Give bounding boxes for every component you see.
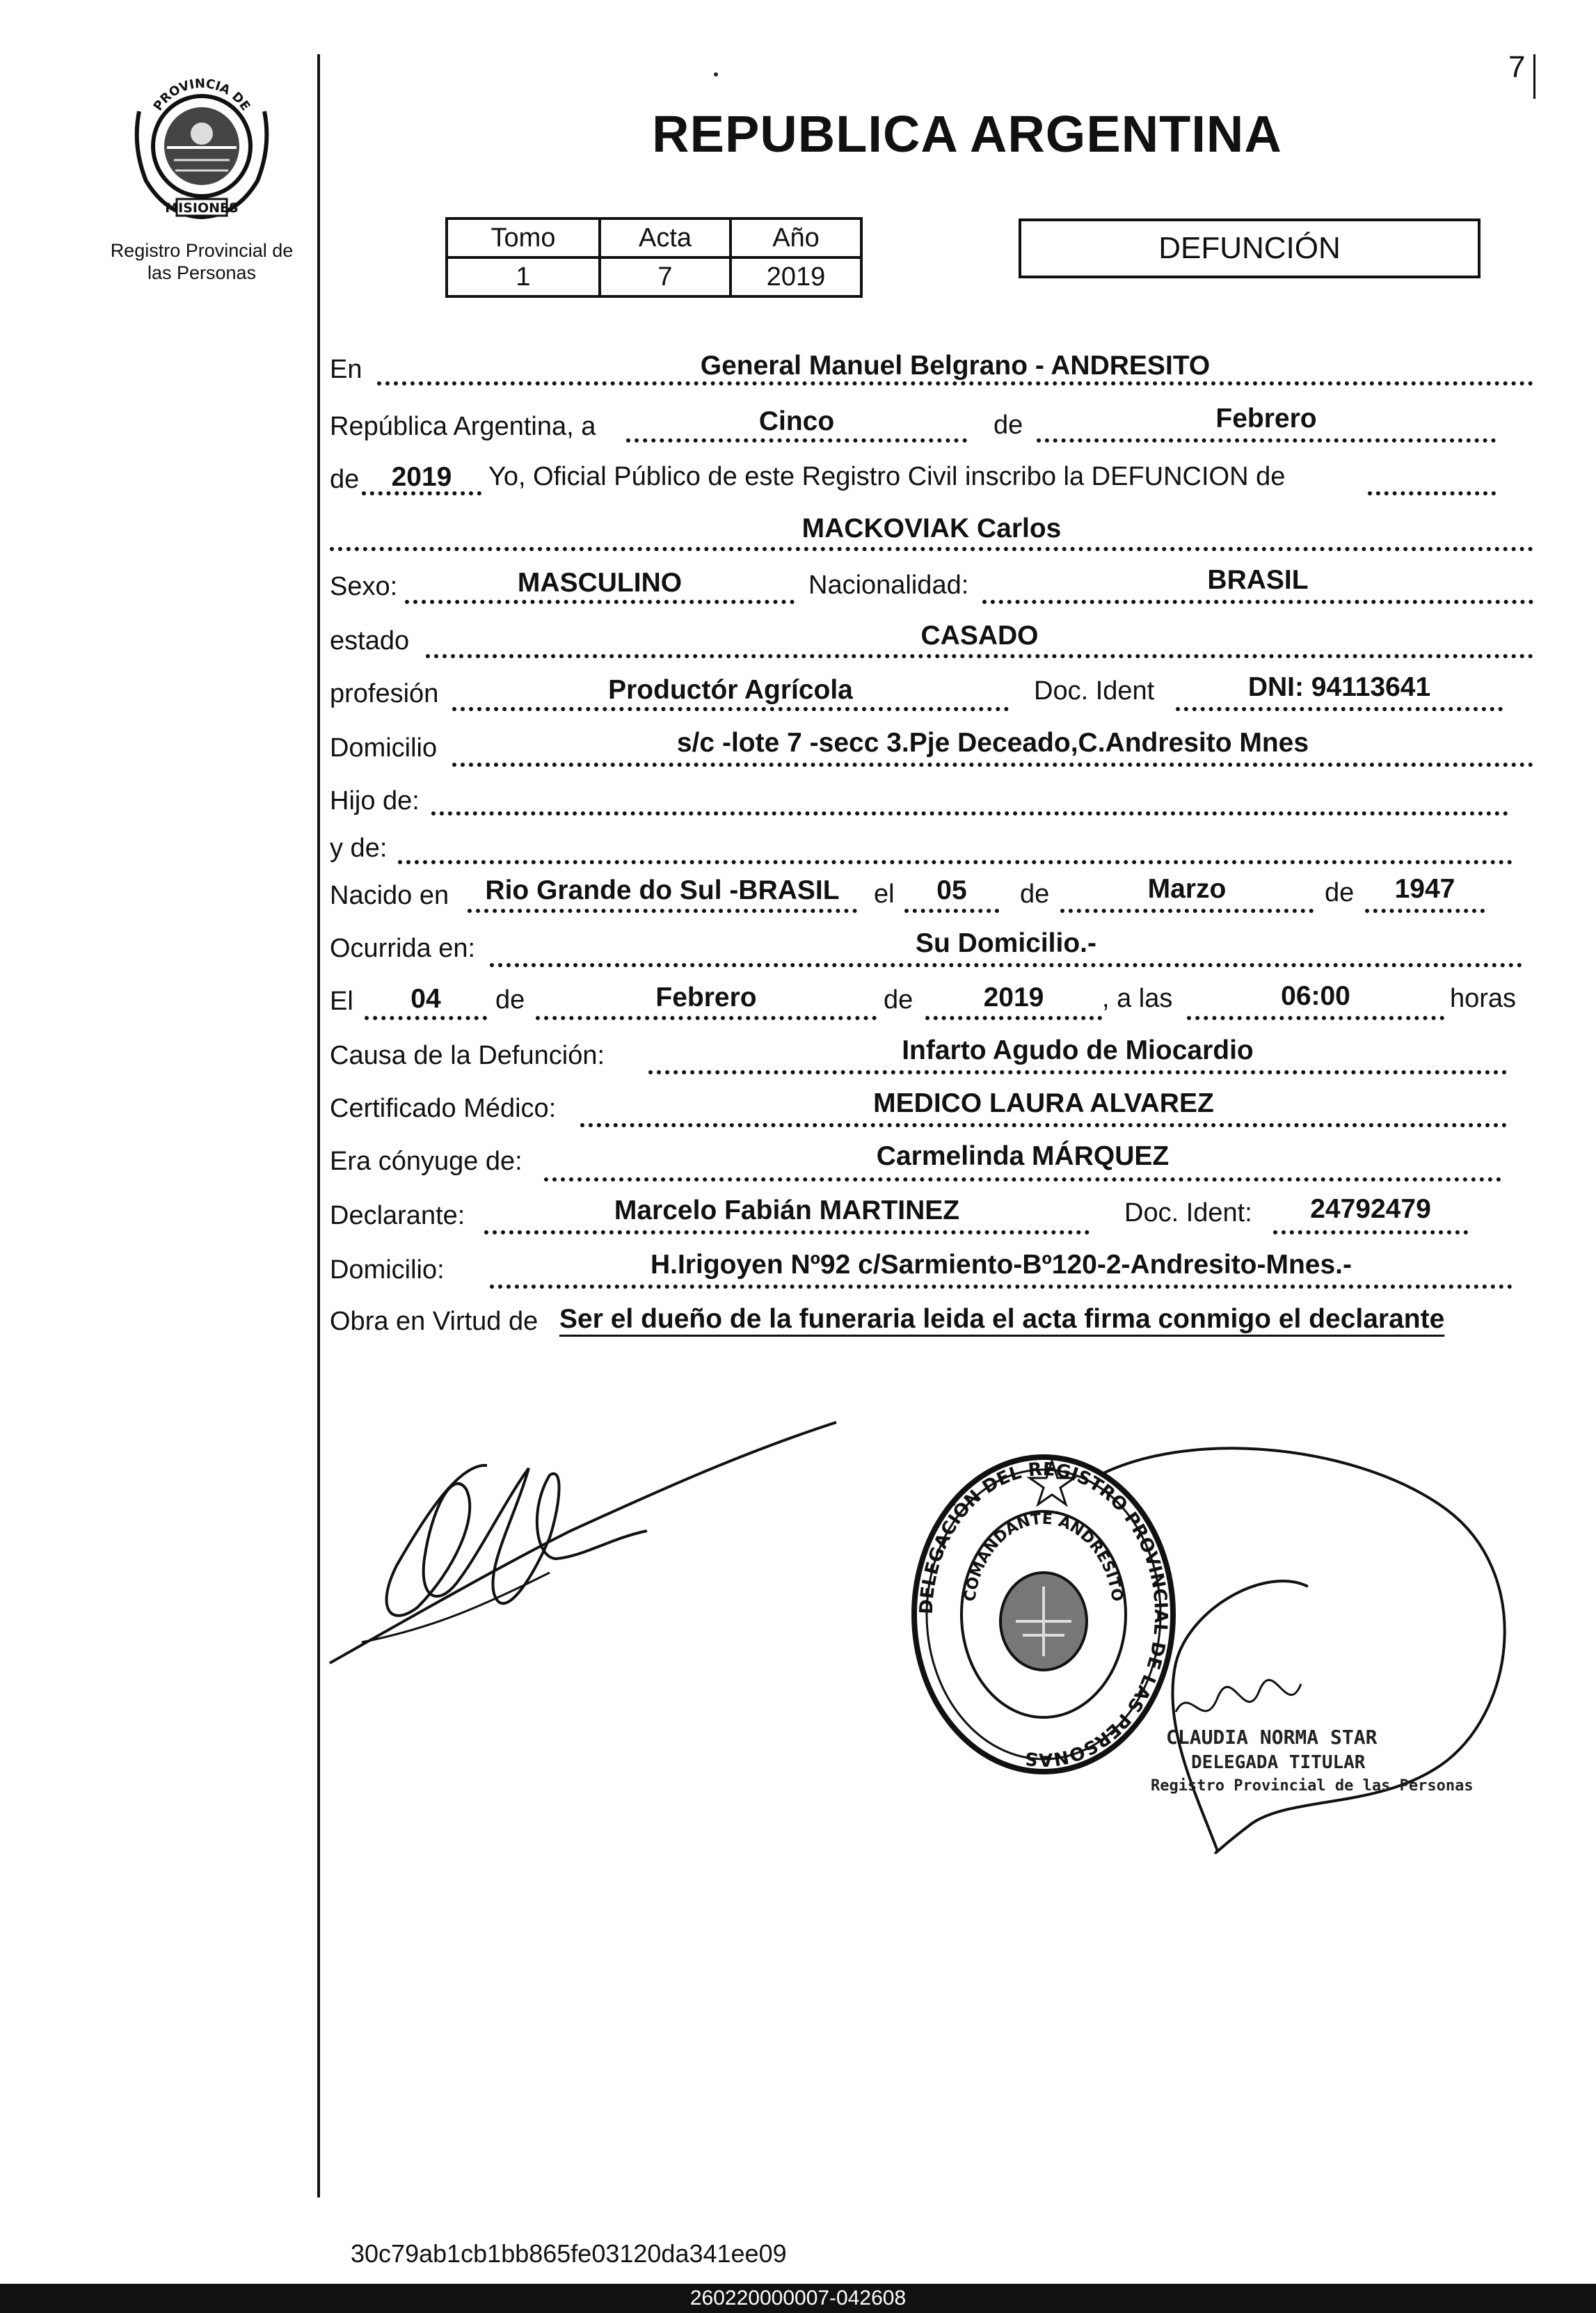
value-lugar-defuncion: Su Domicilio.- <box>915 928 1096 958</box>
value-sexo: MASCULINO <box>517 568 683 598</box>
dotted-line <box>1176 707 1503 711</box>
value-profesion: Productór Agrícola <box>608 675 853 705</box>
dotted-line <box>365 1016 487 1020</box>
dotted-line <box>904 909 999 913</box>
label-de-anio: de <box>330 465 360 494</box>
right-edge-mark <box>1533 54 1535 99</box>
value-mes-defuncion: Febrero <box>655 983 757 1012</box>
label-ocurrida-en: Ocurrida en: <box>330 934 476 963</box>
label-en: En <box>330 355 362 384</box>
dotted-line <box>490 1285 1513 1289</box>
value-anio-nacimiento: 1947 <box>1394 874 1455 904</box>
label-causa: Causa de la Defunción: <box>330 1041 605 1070</box>
value-dia-defuncion: 04 <box>410 984 441 1014</box>
label-domicilio: Domicilio <box>330 733 438 763</box>
dotted-line <box>426 654 1533 658</box>
value-lugar: General Manuel Belgrano - ANDRESITO <box>700 351 1211 381</box>
value-dia-nacimiento: 05 <box>936 875 967 905</box>
page-number: 7 <box>1508 50 1526 84</box>
label-profesion: profesión <box>330 679 439 708</box>
registry-line-2: las Personas <box>147 262 257 283</box>
registry-name <box>90 239 313 284</box>
value-dia-letras: Cinco <box>758 406 835 436</box>
header-anio: Año <box>731 218 861 257</box>
value-nombre-fallecido: MACKOVIAK Carlos <box>801 514 1062 543</box>
scan-speck <box>714 72 718 77</box>
dotted-line <box>626 438 967 443</box>
label-nacionalidad: Nacionalidad: <box>808 571 969 600</box>
crest-bottom-text: MISIONES <box>165 200 239 216</box>
dotted-line <box>1273 1230 1468 1234</box>
dotted-line <box>484 1230 1090 1234</box>
crest-top-text: PROVINCIA DE <box>150 76 253 114</box>
label-obra-en-virtud: Obra en Virtud de <box>330 1307 538 1336</box>
dotted-line <box>648 1070 1507 1074</box>
seal-inner-text: COMANDANTE ANDRESITO <box>961 1510 1126 1603</box>
dotted-line <box>330 547 1533 551</box>
oficial-declaration-text: Yo, Oficial Público de este Registro Civil inscribo la DEFUNCION de <box>488 462 1286 491</box>
label-doc-ident: Doc. Ident <box>1034 676 1155 706</box>
value-anio-inscripcion: 2019 <box>391 462 452 492</box>
label-a-las: , a las <box>1102 984 1173 1013</box>
value-obra-en-virtud: Ser el dueño de la funeraria leida el acta firma conmigo el declarante <box>559 1304 1445 1334</box>
label-domicilio-declarante: Domicilio: <box>330 1255 445 1285</box>
dotted-line <box>925 1016 1102 1020</box>
signer-org: Registro Provincial de las Personas <box>1151 1777 1474 1795</box>
dotted-line <box>1368 491 1496 495</box>
value-domicilio-declarante: H.Irigoyen Nº92 c/Sarmiento-Bº120-2-Andresito-Mnes.- <box>650 1250 1352 1280</box>
dotted-line <box>398 860 1513 864</box>
value-certificado: MEDICO LAURA ALVAREZ <box>873 1088 1214 1118</box>
registry-line-1: Registro Provincial de <box>110 240 294 261</box>
dotted-line <box>405 600 795 604</box>
value-tomo: 1 <box>447 257 600 296</box>
seal-outer-text: DELEGACIÓN DEL REGISTRO PROVINCIAL DE LAS PERSONAS <box>916 1458 1172 1770</box>
record-type-box: DEFUNCIÓN <box>1019 218 1481 278</box>
dotted-line <box>1037 438 1496 443</box>
delegate-signature <box>1085 1433 1531 1865</box>
dotted-line <box>544 1177 1501 1182</box>
value-anio-defuncion: 2019 <box>983 983 1044 1012</box>
label-de: de <box>1325 878 1355 907</box>
value-anio: 2019 <box>731 257 861 296</box>
value-acta: 7 <box>600 257 731 296</box>
header-tomo: Tomo <box>447 218 600 257</box>
dotted-line <box>452 763 1533 767</box>
label-y-de: y de: <box>330 834 388 863</box>
value-nacionalidad: BRASIL <box>1207 565 1309 595</box>
label-el: el <box>874 880 895 909</box>
dotted-line <box>1365 909 1485 913</box>
value-domicilio: s/c -lote 7 -secc 3.Pje Deceado,C.Andresito Mnes <box>676 728 1309 758</box>
value-dni: DNI: 94113641 <box>1247 672 1431 702</box>
label-de: de <box>884 985 913 1015</box>
value-causa: Infarto Agudo de Miocardio <box>902 1035 1254 1065</box>
label-horas: horas <box>1450 984 1517 1013</box>
value-lugar-nacimiento: Rio Grande do Sul -BRASIL <box>485 875 840 905</box>
dotted-line <box>452 707 1009 711</box>
footer-code-bar: 260220000007-042608 <box>0 2284 1596 2313</box>
label-de: de <box>495 985 525 1015</box>
document-hash: 30c79ab1cb1bb865fe03120da341ee09 <box>351 2239 787 2268</box>
value-estado-civil: CASADO <box>920 621 1039 651</box>
dotted-line <box>982 600 1533 604</box>
document-title: REPUBLICA ARGENTINA <box>652 105 1282 163</box>
margin-rule <box>317 54 320 2197</box>
record-table <box>445 217 863 298</box>
value-doc-declarante: 24792479 <box>1310 1194 1431 1224</box>
label-nacido-en: Nacido en <box>330 881 449 910</box>
value-declarante: Marcelo Fabián MARTINEZ <box>614 1195 960 1225</box>
label-doc-ident-declarante: Doc. Ident: <box>1124 1198 1252 1227</box>
label-hijo-de: Hijo de: <box>330 786 420 816</box>
signer-role: DELEGADA TITULAR <box>1191 1752 1366 1773</box>
header-acta: Acta <box>600 218 731 257</box>
dotted-line <box>1060 909 1314 913</box>
label-conyuge: Era cónyuge de: <box>330 1147 522 1176</box>
value-hora-defuncion: 06:00 <box>1281 981 1350 1011</box>
signer-name: CLAUDIA NORMA STAR <box>1166 1726 1378 1749</box>
label-republica: República Argentina, a <box>330 412 596 441</box>
label-sexo: Sexo: <box>330 572 398 601</box>
label-de: de <box>993 411 1023 440</box>
label-estado: estado <box>330 626 410 655</box>
dotted-line <box>490 963 1522 967</box>
misiones-crest-logo <box>125 70 278 223</box>
value-mes-nacimiento: Marzo <box>1147 874 1227 904</box>
label-certificado: Certificado Médico: <box>330 1094 557 1123</box>
label-declarante: Declarante: <box>330 1201 465 1230</box>
label-el: El <box>330 987 353 1016</box>
label-de: de <box>1020 880 1050 909</box>
dotted-line <box>377 381 1533 386</box>
dotted-line <box>468 909 857 913</box>
official-signature <box>320 1399 849 1691</box>
dotted-line <box>431 811 1508 816</box>
dotted-line <box>536 1016 877 1020</box>
value-conyuge: Carmelinda MÁRQUEZ <box>876 1141 1170 1171</box>
dotted-line <box>1187 1016 1444 1020</box>
value-mes: Febrero <box>1215 404 1317 434</box>
dotted-line <box>580 1123 1507 1127</box>
